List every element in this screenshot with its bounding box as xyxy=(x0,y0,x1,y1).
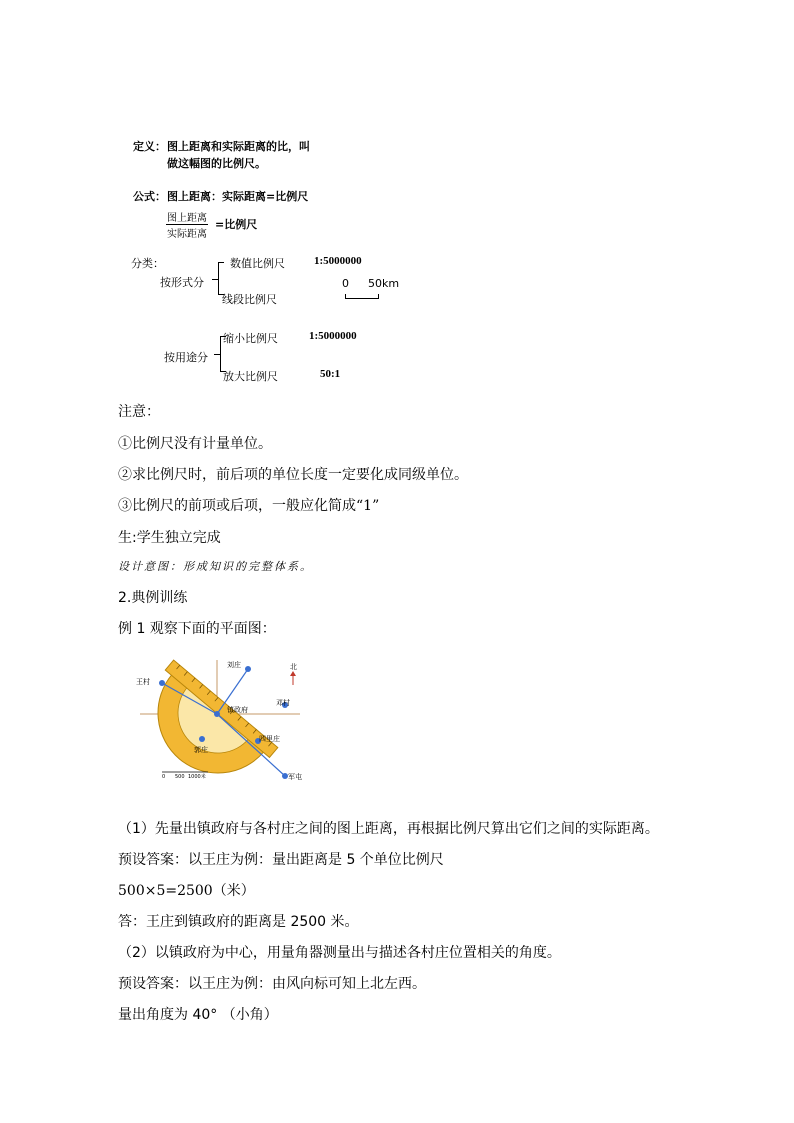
numeric-scale-example: 1:5000000 xyxy=(314,255,362,267)
answer-1-final: 答：王庄到镇政府的距离是 2500 米。 xyxy=(118,914,359,930)
map-scale-500: 500 xyxy=(175,774,185,780)
map-scale-0: 0 xyxy=(162,774,166,780)
label-north: 北 xyxy=(290,663,297,671)
zhengfu-dot xyxy=(214,711,220,717)
fraction-numerator: 图上距离 xyxy=(166,209,208,225)
enlarge-scale-label: 放大比例尺 xyxy=(223,370,278,383)
student-line: 生:学生独立完成 xyxy=(118,530,221,546)
formula-result: =比例尺 xyxy=(215,218,258,231)
answer-2-angle: 量出角度为 40° （小角） xyxy=(118,1007,278,1023)
line-scale-bar xyxy=(345,294,379,299)
definition-line1: 图上距离和实际距离的比，叫 xyxy=(167,140,310,153)
label-zhengfu: 镇政府 xyxy=(227,706,248,714)
notes-title: 注意： xyxy=(118,404,160,420)
label-dengcun: 邓村 xyxy=(276,699,290,707)
formula-fraction xyxy=(166,209,208,240)
question-2: （2）以镇政府为中心，用量角器测量出与描述各村庄位置相关的角度。 xyxy=(118,945,561,961)
formula-label: 公式： xyxy=(133,190,166,203)
by-form-label: 按形式分 xyxy=(160,276,204,289)
section-title: 2.典例训练 xyxy=(118,590,188,606)
classification-label: 分类： xyxy=(131,257,164,270)
example-title: 例 1 观察下面的平面图： xyxy=(118,621,276,637)
answer-2-preset: 预设答案：以王庄为例：由风向标可知上北左西。 xyxy=(118,976,426,992)
fraction-denominator: 实际距离 xyxy=(167,229,207,240)
note-item-1: ①比例尺没有计量单位。 xyxy=(118,436,272,452)
question-1: （1）先量出镇政府与各村庄之间的图上距离，再根据比例尺算出它们之间的实际距离。 xyxy=(118,821,659,837)
line-scale-zero: 0 xyxy=(342,277,349,290)
by-use-label: 按用途分 xyxy=(164,351,208,364)
numeric-scale-label: 数值比例尺 xyxy=(230,257,285,270)
map-scale-1000: 1000米 xyxy=(188,774,206,780)
label-guozhuang: 郭庄 xyxy=(194,746,208,754)
village-map xyxy=(130,655,310,785)
line-scale-label: 线段比例尺 xyxy=(222,293,277,306)
brace-use xyxy=(220,336,221,372)
wangcun-dot xyxy=(159,680,165,686)
liuzhuang-dot xyxy=(245,666,251,672)
label-juntun: 军屯 xyxy=(288,773,302,781)
line-scale-km: 50km xyxy=(368,277,400,290)
reduce-scale-label: 缩小比例尺 xyxy=(223,332,278,345)
formula-text: 图上距离：实际距离=比例尺 xyxy=(167,190,309,203)
design-intent: 设计意图：形成知识的完整体系。 xyxy=(118,560,313,573)
definition-label: 定义： xyxy=(133,140,166,153)
answer-1-calc: 500×5=2500（米） xyxy=(118,883,255,899)
note-item-3: ③比例尺的前项或后项，一般应化简成“1” xyxy=(118,498,380,514)
note-item-2: ②求比例尺时，前后项的单位长度一定要化成同级单位。 xyxy=(118,467,468,483)
label-liuzhuang: 刘庄 xyxy=(227,661,241,669)
brace-form xyxy=(218,262,219,295)
protractor xyxy=(130,660,278,785)
enlarge-scale-example: 50:1 xyxy=(320,368,341,380)
label-wangcun: 王村 xyxy=(136,678,150,686)
label-silizhuang: 四里庄 xyxy=(259,735,280,743)
answer-1-preset: 预设答案：以王庄为例：量出距离是 5 个单位比例尺 xyxy=(118,852,444,868)
reduce-scale-example: 1:5000000 xyxy=(309,330,357,342)
guozhuang-dot xyxy=(199,736,205,742)
definition-line2: 做这幅图的比例尺。 xyxy=(167,157,266,170)
